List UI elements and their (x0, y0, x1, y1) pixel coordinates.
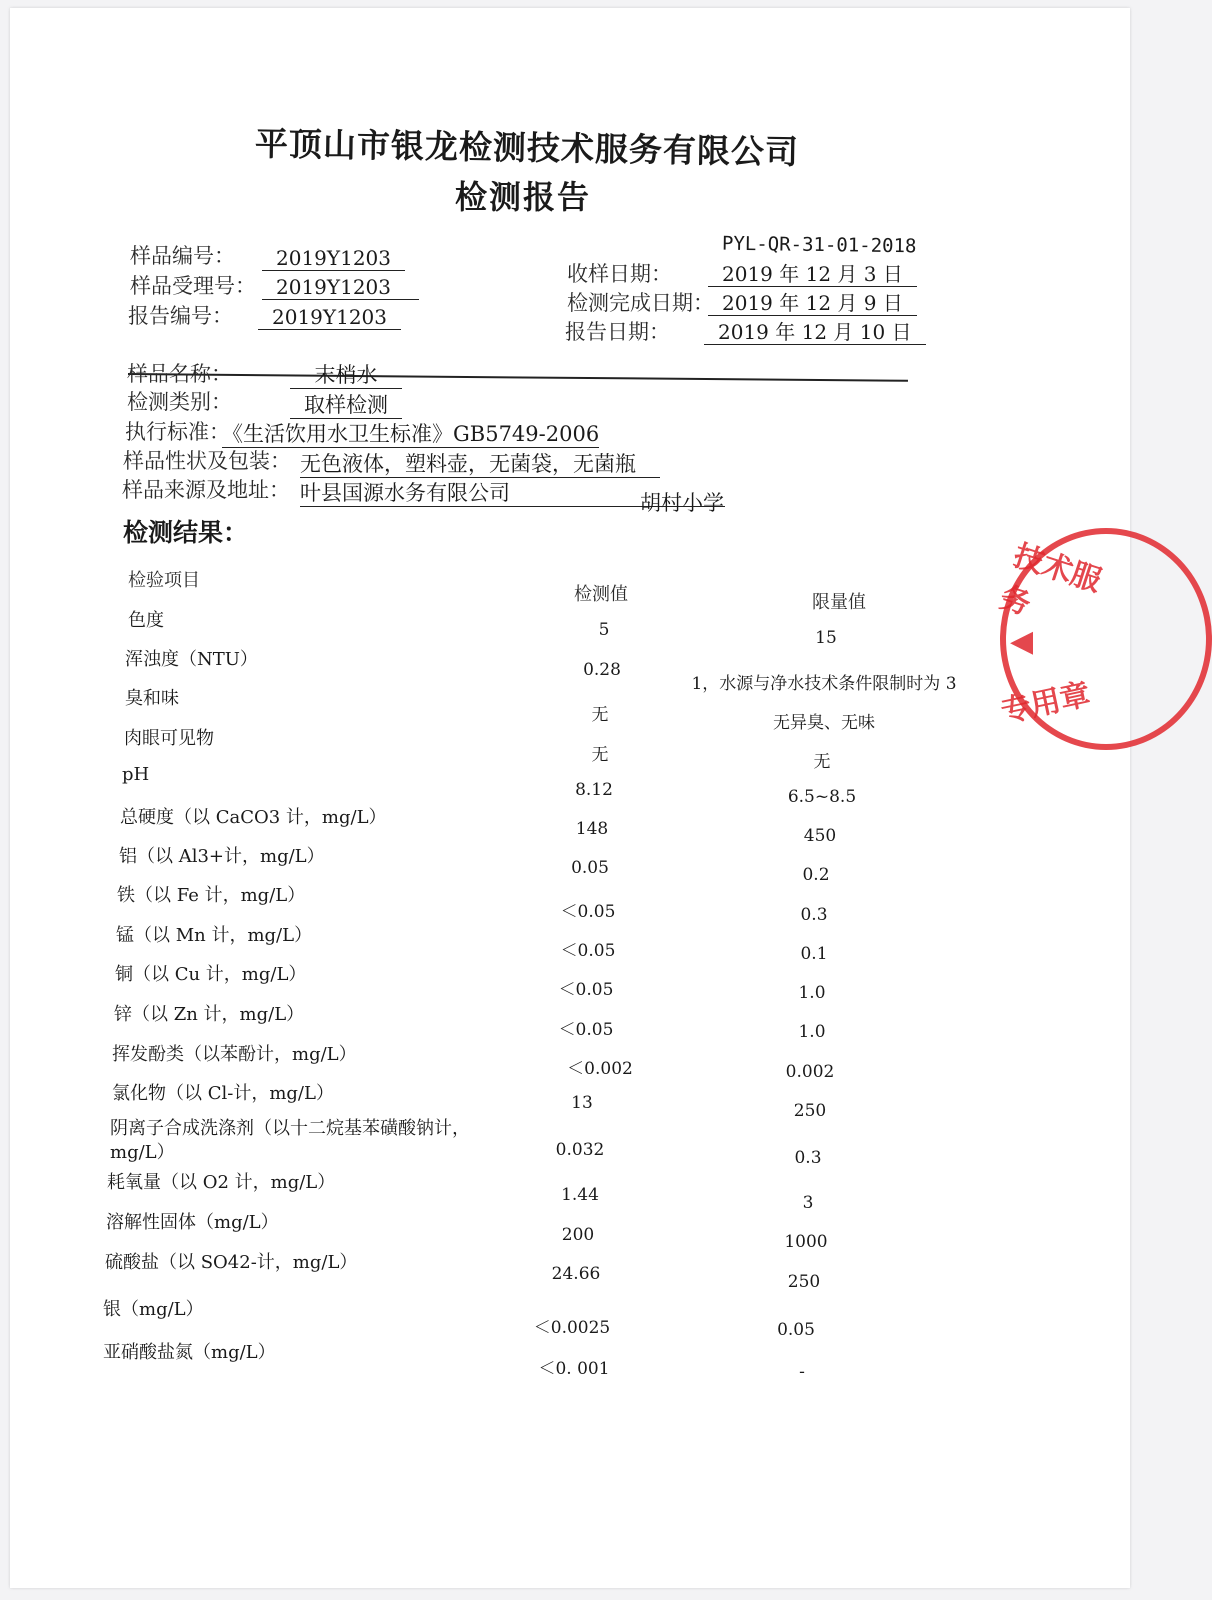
results-heading: 检测结果： (123, 518, 249, 547)
report-no-label: 报告编号： (128, 304, 233, 328)
result-value: 无 (591, 745, 609, 765)
result-item: 铁（以 Fe 计，mg/L） (117, 885, 306, 906)
accept-no-label: 样品受理号： (130, 274, 256, 298)
result-value: ＜0.05 (558, 980, 614, 1000)
result-item: 锌（以 Zn 计，mg/L） (114, 1004, 305, 1025)
result-item-continued: mg/L） (110, 1142, 175, 1163)
sample-source-value: 叶县国源水务有限公司 (300, 481, 725, 507)
result-limit: 1.0 (798, 1022, 826, 1042)
result-limit: 1，水源与净水技术条件限制时为 3 (691, 674, 957, 694)
sample-name-value: 末梢水 (290, 363, 402, 389)
report-date-value: 2019 年 12 月 10 日 (704, 320, 926, 345)
result-limit: 450 (803, 826, 837, 846)
result-item: 臭和味 (125, 688, 179, 709)
result-item: 总硬度（以 CaCO3 计，mg/L） (120, 807, 387, 828)
result-item: 肉眼可见物 (124, 728, 214, 749)
result-value: ＜0.05 (558, 1020, 614, 1040)
result-limit: 6.5~8.5 (787, 787, 857, 807)
seal-text-bottom: 专用章 (998, 676, 1094, 730)
form-code: PYL-QR-31-01-2018 (721, 232, 917, 258)
result-item: 硫酸盐（以 SO42-计，mg/L） (105, 1252, 358, 1273)
column-header-value: 检测值 (574, 584, 628, 605)
result-value: 1.44 (561, 1185, 599, 1205)
receive-date-value: 2019 年 12 月 3 日 (708, 262, 917, 287)
column-header-item: 检验项目 (128, 570, 200, 591)
sample-state-value: 无色液体，塑料壶，无菌袋，无菌瓶 (300, 452, 660, 478)
result-limit: 0.1 (800, 944, 828, 964)
result-limit: 0.002 (785, 1062, 835, 1082)
result-limit: 1.0 (798, 983, 826, 1003)
result-value: ＜0.05 (560, 902, 616, 922)
test-category-value: 取样检测 (290, 393, 402, 419)
test-category-label: 检测类别： (127, 390, 232, 414)
result-item: 浑浊度（NTU） (125, 649, 258, 670)
result-item: 阴离子合成洗涤剂（以十二烷基苯磺酸钠计， (110, 1118, 470, 1139)
result-limit: 0.3 (800, 905, 828, 925)
result-limit: 无 (813, 752, 831, 772)
result-item: 耗氧量（以 O2 计，mg/L） (107, 1172, 336, 1193)
result-limit: 0.2 (802, 865, 830, 885)
result-item: 挥发酚类（以苯酚计，mg/L） (112, 1044, 357, 1065)
result-value: 0.032 (555, 1140, 605, 1160)
result-limit: 15 (815, 628, 837, 648)
result-value: 0.28 (583, 660, 621, 680)
result-item: 铝（以 Al3+计，mg/L） (119, 846, 325, 867)
result-value: 24.66 (551, 1264, 601, 1284)
result-limit: - (799, 1362, 805, 1382)
sample-source-label: 样品来源及地址： (122, 478, 290, 502)
result-limit: 250 (787, 1272, 821, 1292)
result-value: 8.12 (575, 780, 613, 800)
result-item: 色度 (128, 610, 164, 631)
accept-no-value: 2019Y1203 (262, 275, 419, 300)
result-value: ＜0.0025 (533, 1318, 611, 1338)
result-item: 氯化物（以 Cl-计，mg/L） (112, 1083, 334, 1104)
result-item: 溶解性固体（mg/L） (106, 1212, 279, 1233)
sample-no-value: 2019Y1203 (262, 246, 405, 271)
complete-date-label: 检测完成日期： (567, 291, 714, 315)
complete-date-value: 2019 年 12 月 9 日 (708, 291, 917, 316)
result-value: ＜0.002 (567, 1059, 633, 1079)
report-title: 检测报告 (455, 178, 592, 216)
result-limit: 250 (793, 1101, 827, 1121)
result-item: 锰（以 Mn 计，mg/L） (116, 925, 313, 946)
result-limit: 0.05 (777, 1320, 815, 1340)
result-limit: 0.3 (794, 1148, 822, 1168)
seal-star-icon: ◀ (1010, 624, 1034, 659)
standard-label: 执行标准： (125, 420, 230, 444)
result-item: pH (122, 764, 150, 785)
sample-state-label: 样品性状及包装： (123, 449, 291, 473)
report-no-value: 2019Y1203 (258, 305, 401, 330)
result-value: ＜0. 001 (538, 1359, 610, 1379)
sample-no-label: 样品编号： (130, 244, 235, 268)
result-item: 亚硝酸盐氮（mg/L） (103, 1342, 276, 1363)
result-limit: 3 (802, 1193, 814, 1213)
official-seal (995, 528, 1120, 748)
result-value: 5 (598, 620, 610, 640)
sample-name-label: 样品名称： (127, 362, 232, 386)
result-value: ＜0.05 (560, 941, 616, 961)
result-limit: 无异臭、无味 (773, 713, 875, 733)
result-value: 148 (575, 819, 609, 839)
report-date-label: 报告日期： (565, 320, 670, 344)
result-item: 铜（以 Cu 计，mg/L） (115, 964, 307, 985)
result-value: 0.05 (571, 858, 609, 878)
result-item: 银（mg/L） (103, 1299, 204, 1320)
seal-text-top: 技术服务 (995, 538, 1106, 623)
column-header-limit: 限量值 (812, 592, 866, 613)
standard-value: 《生活饮用水卫生标准》GB5749-2006 (222, 422, 600, 446)
result-value: 无 (591, 705, 609, 725)
company-name: 平顶山市银龙检测技术服务有限公司 (254, 124, 800, 172)
receive-date-label: 收样日期： (567, 262, 672, 286)
result-value: 200 (561, 1225, 595, 1245)
sample-address-value: 胡村小学 (640, 491, 724, 515)
result-value: 13 (571, 1093, 593, 1113)
result-limit: 1000 (784, 1232, 828, 1252)
